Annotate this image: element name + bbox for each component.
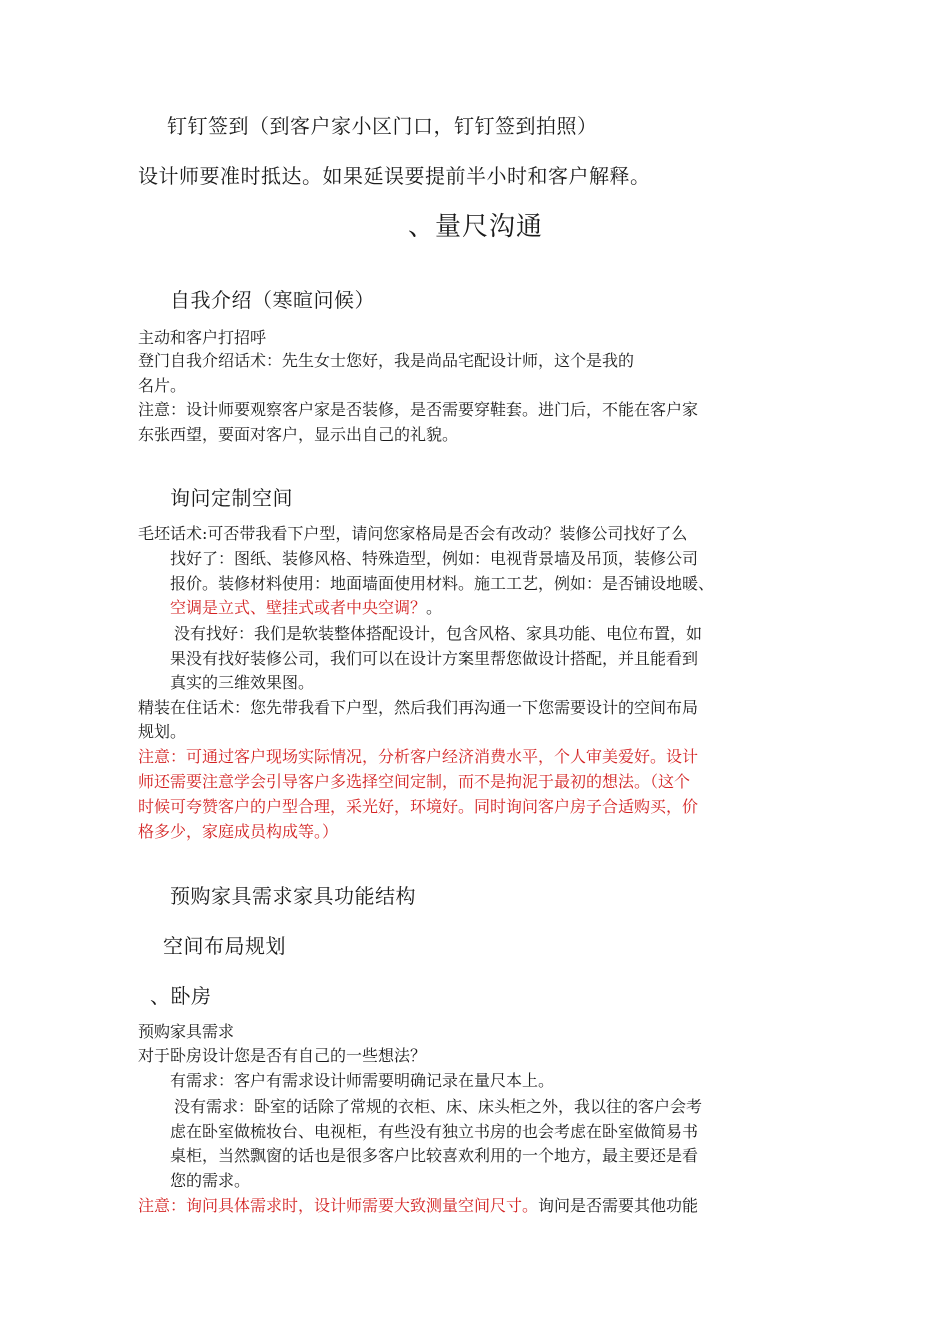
text-line: 东张西望，要面对客户，显示出自己的礼貌。 (138, 425, 459, 444)
subheading-furniture-demand: 预购家具需求家具功能结构 (170, 884, 416, 908)
text-line: 报价。装修材料使用：地面墙面使用材料。施工工艺，例如：是否铺设地暖、 (170, 574, 715, 593)
text-line: 对于卧房设计您是否有自己的一些想法？ (138, 1046, 427, 1065)
note-text-line: 格多少，家庭成员构成等。） (138, 822, 339, 841)
highlight-text: 空调是立式、壁挂式或者中央空调？ (170, 598, 427, 617)
paragraph-punctuality: 设计师要准时抵达。如果延误要提前半小时和客户解释。 (138, 164, 651, 188)
note-text-line: 师还需要注意学会引导客户多选择空间定制，而不是拘泥于最初的想法。（这个 (138, 772, 691, 791)
text-line: 毛坯话术:可否带我看下户型，请问您家格局是否会有改动？装修公司找好了么 (138, 524, 688, 543)
text-line: 找好了：图纸、装修风格、特殊造型，例如：电视背景墙及吊顶，装修公司 (170, 549, 699, 568)
text-line: 真实的三维效果图。 (170, 673, 315, 692)
subheading-space-layout: 空间布局规划 (163, 934, 286, 958)
text-line: 桌柜，当然飘窗的话也是很多客户比较喜欢利用的一个地方，最主要还是看 (170, 1146, 699, 1165)
subheading-self-intro: 自我介绍（寒暄问候） (170, 288, 375, 312)
section-title-measurement: 、量尺沟通 (408, 212, 544, 242)
text-line: 没有需求：卧室的话除了常规的衣柜、床、床头柜之外，我以往的客户会考 (174, 1097, 703, 1116)
text-line-mixed (138, 1198, 698, 1214)
text-line: 虑在卧室做梳妆台、电视柜，有些没有独立书房的也会考虑在卧室做简易书 (170, 1122, 699, 1141)
text-line: 预购家具需求 (138, 1022, 235, 1041)
text-line: 您的需求。 (170, 1171, 251, 1190)
text-line: 精装在住话术：您先带我看下户型，然后我们再沟通一下您需要设计的空间布局 (138, 698, 699, 717)
text-line: 有需求：客户有需求设计师需要明确记录在量尺本上。 (170, 1071, 555, 1090)
text-line-mixed (170, 600, 442, 616)
text-line: 没有找好：我们是软装整体搭配设计，包含风格、家具功能、电位布置，如 (174, 624, 703, 643)
text-line: 规划。 (138, 722, 187, 741)
text-line: 注意：设计师要观察客户家是否装修，是否需要穿鞋套。进门后，不能在客户家 (138, 400, 699, 419)
highlight-text: 注意：询问具体需求时，设计师需要大致测量空间尺寸。 (138, 1196, 539, 1215)
text-line: 名片。 (138, 376, 187, 395)
text-line: 果没有找好装修公司，我们可以在设计方案里帮您做设计搭配，并且能看到 (170, 649, 699, 668)
note-text-line: 时候可夸赞客户的户型合理，采光好，环境好。同时询问客户房子合适购买，价 (138, 797, 699, 816)
text-span: 询问是否需要其他功能 (538, 1196, 699, 1215)
subheading-bedroom: 、卧房 (150, 984, 212, 1008)
section-heading-checkin: 钉钉签到（到客户家小区门口，钉钉签到拍照） (167, 114, 598, 138)
text-span: 。 (426, 598, 443, 617)
note-text-line: 注意：可通过客户现场实际情况，分析客户经济消费水平，个人审美爱好。设计 (138, 747, 699, 766)
subheading-custom-space: 询问定制空间 (170, 486, 293, 510)
text-line: 主动和客户打招呼 (138, 328, 267, 347)
text-line: 登门自我介绍话术：先生女士您好，我是尚品宅配设计师，这个是我的 (138, 351, 635, 370)
